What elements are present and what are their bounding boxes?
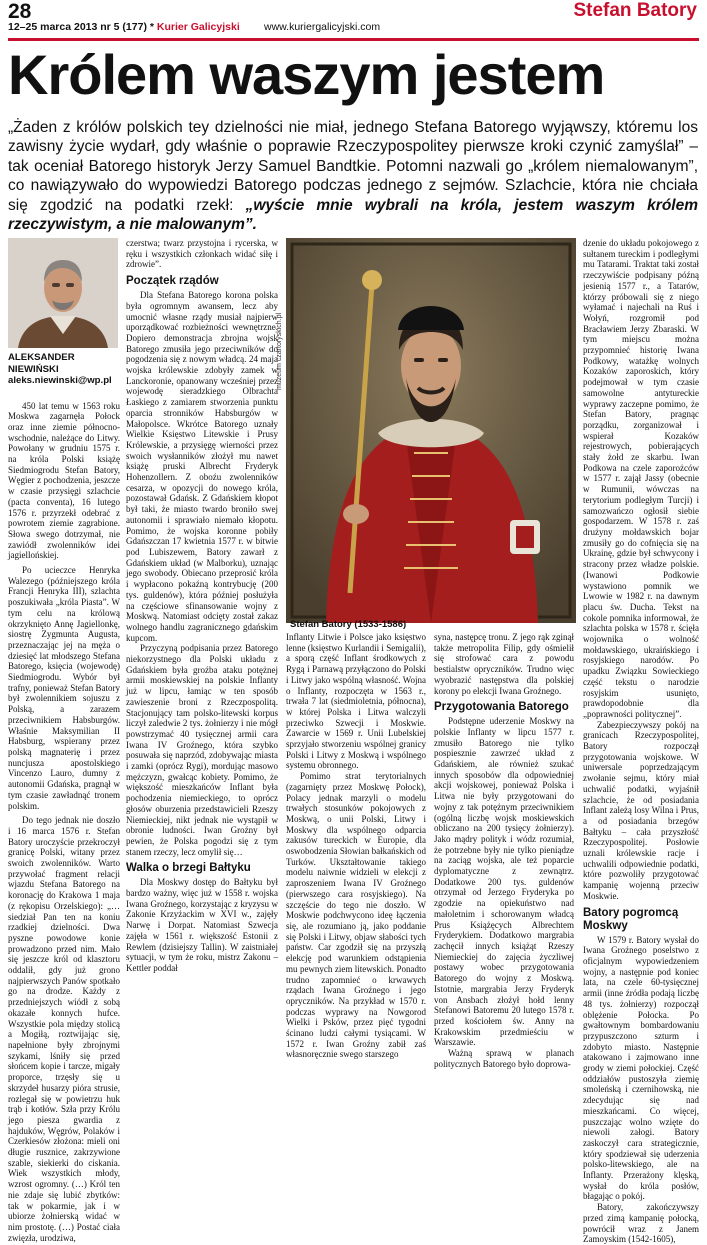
author-name: ALEKSANDER NIEWIŃSKI	[8, 352, 75, 375]
subheading-walka-o-brzegi-baltyku: Walka o brzegi Bałtyku	[126, 862, 251, 875]
paragraph: Batory, zakończywszy przed zimą kampanię połocką, powrócił wraz z Janem Zamoyskim (1542-1605),	[583, 1202, 699, 1245]
author-portrait-icon	[8, 238, 118, 348]
website-url: www.kuriergalicyjski.com	[264, 21, 381, 33]
king-portrait-icon	[286, 238, 576, 623]
lead-text: „Żaden z królów polskich tey dzielności nie miał, jednego Stefana Batorego wyjąwszy, któremu los zawisny życie wydarł, gdy właśnie o poprawie Rzeczypospolitey pierwsze kroki czynić zamyślał” – tak oceniał Batorego historyk Jerzy Samuel Bandtkie. Potomni nazwali go „królem niemalowanym”, co nawiązywało do wypowiedzi Batorego podczas jednego z sejmów. Szlachcie, która nie chciała się zgodzić na podatki rzekł:	[8, 119, 698, 214]
paragraph: czerstwa; twarz przystojna i rycerska, w ręku i wszystkich członkach widać siłę i zdrowie”.	[126, 238, 278, 270]
column-4	[434, 632, 574, 1102]
paragraph: Pomimo strat terytorialnych (zagarnięty przez Moskwę Połock), Polacy jednak marzyli o modelu trwałych stosunków pokojowych z Moskwą, o unii Polski, Litwy i Moskwy dla wspólnego odparcia zakusów tureckich w Europie, dla oswobodzenia Słowian bałkańskich od Turków. Ukształtowanie takiego modelu naiwnie widzieli w elekcji z zaproszeniem Iwana IV Groźnego (pierwszego cara rosyjskiego). Na szczęście do tego nie doszło. W Moskwie podchwycono ideę łączenia się, ale rozumiano ją, jako poddanie się Polski i Litwy, objaw słabości tych państw. Car zgodził się na przyszłą elekcję pod warunkiem odstąpienia mu pewnych ziem litewskich. Ponadto trudno zapomnieć o krwawych rządach Iwana Groźnego i jego opryczników. Na przykład w 1570 r. podczas wyprawy na Nowgorod Wielki i Psków, przez pięć tygodni ścinano ludzi całymi tysiącami. W 1572 r. Iwan Groźny zabił zaś własnoręcznie swego starszego	[286, 771, 426, 1060]
issue-date: 12–25 marca 2013 nr 5 (177) *	[8, 21, 157, 33]
paragraph: Przyczyną podpisania przez Batorego niekorzystnego dla Polski układu z Gdańskiem była groźba ataku potężnej armii moskiewskiej na polskie Inflanty już w lipcu, łamiąc w ten sposób zawieszenie broni z Rzeczpospolitą. Stacjonujący tam polsko-litewski korpus liczył zaledwie 2 tys. żołnierzy i nie mógł powstrzymać 40 tysięcznej armii cara Iwana IV Groźnego, która szybko posuwała się naprzód, zdobywając miasta i zamki (oprócz Rygi), mordując masowo mężczyzn, gwałcąc kobiety. Pomimo, że większość mieszkańców Inflant była pochodzenia niemieckiego, to oprócz głosów oburzenia przedstawicieli Rzeszy Niemieckiej, nikt jednak nie wystąpił w obronie ludności. Iwan Groźny był pewien, że Polska pogodzi się z tym stanem rzeczy, lecz omylił się…	[126, 643, 278, 857]
author-email[interactable]: aleks.niewinski@wp.pl	[8, 375, 112, 386]
paragraph: Podstępne uderzenie Moskwy na polskie Inflanty w lipcu 1577 r. zmusiło Batorego nie tylko pospiesznie zawrzeć układ z Gdańskiem, ale również szukać innych sposobów dla odpowiedniej akcji wojskowej, ponieważ Polska i Litwa nie były przygotowani do wojny z tak potężnym przeciwnikiem (ogólną liczbę wojsk moskiewskich obliczano na 200 tysięcy żołnierzy). Jako mądry polityk i wódz rozumiał, że potrzebne były nie tylko pieniądze na zaciąg wojska, ale też poparcie dyplomatyczne z zewnątrz. Dodatkowe 200 tys. guldenów otrzymał od Jerzego Fryderyka po zgodzie na opiekuństwo nad małoletnim i schorowanym władcą Prus Książęcych Albrechtem Fryderykiem. Dodatkowo margrabia zachęcił innych książąt Rzeszy Niemieckiej do zajęcia życzliwej postawy wobec przygotowania Batorego do wojny z Moskwą. Istotnie, margrabia Jerzy Fryderyk von Ansbach złożył hołd lenny Stefanowi Batoremu 20 lutego 1578 r. przed kościołem św. Anny na Krakowskim przedmieściu w Warszawie.	[434, 716, 574, 1048]
column-2	[126, 238, 278, 1102]
image-caption: Stefan Batory (1533-1586)	[290, 619, 407, 630]
paragraph: Dla Moskwy dostęp do Bałtyku był bardzo ważny, więc już w 1558 r. wojska Iwana Groźnego, korzystając z kryzysu w Zakonie Krzyżackim w XVI w., zajęły Narwę i Dorpat. Natomiast Szwecja zajęła w 1561 r. większość Estonii z Rewlem (dzisiejszy Tallin). W zaistniałej sytuacji, w tym że roku, mistrz Zakonu – Kettler poddał	[126, 877, 278, 973]
portrait-stefan-batory	[286, 238, 576, 623]
subheading-batory-pogromca-moskwy: Batory pogromcą Moskwy	[583, 906, 679, 932]
author-photo	[8, 238, 118, 348]
page-header	[8, 0, 699, 42]
column-3	[286, 632, 426, 1102]
header-rule	[8, 38, 699, 41]
paragraph: Po ucieczce Henryka Walezego (późniejszego króla Francji Henryka III), szlachta poszukiwała „króla Piasta”. W tym celu na królową okrzyknięto Annę Jagiellonkę, siostrę Zygmunta Augusta, przeznaczając jej na męża o dziesięć lat młodszego Stefana Batorego, księcia (wojewodę) Siedmiogrodu. Wybór był trafny, ponieważ Stefan Batory był zwolennikiem sojuszu z Polską, a zarazem przeciwnikiem Habsburgów. Właśnie Maksymilian II Habsburg, wspierany przez polską magnaterię i przez nuncjusza apostolskiego Vincenzo Lauro, dumny z autonomii Gdańska, pragnął w tym czasie zawładnąć tronem polskim.	[8, 565, 120, 811]
lead-quote: „wyście mnie wybrali na króla, jestem waszym królem rzeczywistym, a nie malowanym”.	[8, 196, 698, 234]
subheading-przygotowania-batorego: Przygotowania Batorego	[434, 701, 569, 714]
paragraph: dzenie do układu pokojowego z sułtanem tureckim i podległymi mu Tatarami. Traktat taki został rzeczywiście podpisany późną jesienią 1577 r., a Tatarów, którzy próbowali się z niego wyłamać i najechali na Ruś i Wołyń, rozgromił pod Bracławiem Jerzy Zbaraski. W tym miejscu można przypomnieć historię Iwana Podkowy, watażkę wolnych Kozaków zaporoskich, który podejmował w tym czasie samowolne antytureckie wyprawy zaczepne pomimo, że Stefan Batory, pragnąc porządku, zorganizował i wspierał Kozaków rejestrowych, pobierających stały żołd ze skarbu. Iwan Podkowa na czele zaporożców w 1577 r. zajął Jassy (obecnie w Rumunii, wówczas na terytorium podległym Turcji) i samozwańczo ogłosił siebie gospodarzem. W 1578 r. zaś drużyny mołdawskich bojar zmusiły go do cofnięcia się na Ukrainę, gdzie był schwycony i stracony przez władze polskie. (Iwanowi Podkowie wystawiono pomnik we Lwowie w 1982 r. na dawnym placu św. Ducha. Tekst na cokole pomnika informował, że szlachta polska w 1578 r. ścięła wojownika o wolność mołdawskiego, ukraińskiego i rosyjskiego narodów. Po upadku Związku Sowieckiego część tekstu o narodzie rosyjskim usunięto, prawdopodobnie dla „poprawności politycznej”.	[583, 238, 699, 719]
column-5	[583, 238, 699, 1245]
author-byline	[8, 352, 120, 387]
subheading-poczatek-rzadow: Początek rządów	[126, 275, 219, 288]
paragraph: syna, następcę tronu. Z jego rąk zginął także metropolita Filip, gdy ośmielił się strofować cara z powodu bestialstw opryczników. Trudno więc wyobrazić następstwa dla polskiej korony po elekcji Iwana Groźnego.	[434, 632, 574, 696]
paragraph: 450 lat temu w 1563 roku Moskwa zagarnęła Połock oraz inne ziemie północno-wschodnie, należące do Litwy. Powołany w grudniu 1575 r. na króla Polski książę Siedmiogrodu Stefan Batory, Węgier z pochodzenia, jeszcze w czasie przysięgi szlachcie (pacta conventa), 16 lutego 1576 r. przyrzekł odebrać z powrotem ziemie zagrabione. Słowa swego dotrzymał, nie zawiódł zwolenników idei jagiellońskiej.	[8, 400, 120, 561]
issue-info	[8, 21, 240, 33]
article-headline: Królem waszym jestem	[8, 43, 605, 106]
paragraph: Ważną sprawą w planach politycznych Batorego było doprowa-	[434, 1048, 574, 1069]
article-lead	[8, 118, 698, 234]
paragraph: Zabezpieczywszy pokój na granicach Rzeczypospolitej, Batory rozpoczął przygotowania wojskowe. W uniwersale poprzedzającym zwołanie sejmu, który miał uchwalić podatki, wyjaśnił szlachcie, że od posiadania Inflant zależą losy Wilna i Prus, a od posiadania brzegów Bałtyku – cała przyszłość Rzeczypospolitej. Posłowie uznali królewskie racje i uchwalili odpowiednie podatki, które pozwoliły przygotować kampanię wojenną przeciw Moskwie.	[583, 719, 699, 901]
paragraph: Inflanty Litwie i Polsce jako księstwo lenne (księstwo Kurlandii i Semigalii), a sporą część Inflant środkowych z Rygą i Parnawą przyłączono do Polski i Litwy jako wspólną własność. Wojna o Inflanty, rozpoczęta w 1563 r., trwała 7 lat (siedmioletnia, północna), w której Polska i Litwa walczyli przeciwko Szwecji i Moskwie. Zawarcie w 1569 r. Unii Lubelskiej sprzyjało stworzeniu wspólnej granicy Polski i Litwy z Moskwą i wspólnego systemu obronnego.	[286, 632, 426, 771]
paragraph: Do tego jednak nie doszło i 16 marca 1576 r. Stefan Batory uroczyście przekroczył granicę Polski, witany przez swoich zwolenników. Warto przywołać fragment relacji wjazdu Stefana Batorego na koronację do Krakowa 1 maja (z rękopisu Orzelskiego): „…siedział Pan ten na koniu rzadkiej dzielności. Dwa pyszne powodowe konie prowadzono przed nim. Mało się jeszcze król od klasztoru oddalił, gdy już grono najpierwszych Panów spotkało go na drodze. Każdy z przedniejszych wiódł z sobą okazałe konnych hufce. Wszystkie pola między stolicą a Mogiłą, roztwijając się, napełnione były zbrojnymi szykami, lśniły się przed słońcem kopie i tarcze, migały proporce, trzęsły się u skrzydeł husarzy pióra strusie, rozlegał się w powietrzu huk trąb i kotłów. Szła przy Królu jego piesza gwardia z hajduków, Węgrów, Polaków i Czerkiesów złożona: mieli oni długie rusznice, zakrzywione szable, siekierki do ciskania. Wiek wszystkich młody, wzrost ogromny. (…) Król ten nie zdaje się lubić zbytków: tak w pokarmie, jak i w ubiorze żołnierską widać w nim prostotę. (…) Postać ciała zwięzła, urodziwa,	[8, 815, 120, 1243]
paragraph: Dla Stefana Batorego korona polska była ogromnym awansem, lecz aby umocnić własne rządy musiał najpierw uporządkować rozbieżności wewnętrzne. Dopiero demonstracja zbrojna wojsk Batorego zmusiła jego przeciwników do pogodzenia się z nowym władcą. 24 maja wojska królewskie zdobyły zamek w Lanckoronie, opanowany wcześniej przez wojewodę sieradzkiego Olbrachta Łaskiego z zamiarem stworzenia punktu oparcia stronników Habsburgów w Małopolsce. Wkrótce Batorego uznały Wielkie Księstwo Litewskie i Prusy Królewskie, a przysięgę wierności przez swoich wysłanników złożył mu nawet książę pruski Albrecht Fryderyk Hohenzollern. Z oboźu zwolenników cesarza, w opozycji do nowego króla, pozostawał Gdańsk. Z Gdańskiem kłopot był taki, że miasto twardo broniło swej autonomii i sprawiało niemało kłopotu. Pomimo, że wojska koronne pobiły Gdańszczan 17 kwietnia 1577 r. w bitwie pod Lubiszewem, Batory zawarł z Gdańskiem układ (w Malborku), uznając jego swobody. Obiecano przeprosić króla i wypłacono pokaźną kontrybucję (200 tys. guldenów), która później posłużyła na częściowe sfinansowanie wojny z Moskwą. Natomiast odcięty został zakaz wolnego handlu zagranicznego gdańskim kupcom.	[126, 290, 278, 643]
column-1	[8, 238, 120, 1243]
paragraph: W 1579 r. Batory wysłał do Iwana Groźnego poselstwo z oficjalnym wypowiedzeniem wojny, a następnie pod koniec lata, na czele 60-tysięcznej armii (inne źródła podają liczbę 48 tys. żołnierzy) rozpoczął oblężenie Połocka. Po gwałtownym bombardowaniu przypuszczono szturm i zdobyto miasto. Następnie atakowano i zajmowano inne grody w ziemi połockiej. Część oddziałów pustoszyła ziemię smoleńską i czernihowską, nie zdecydując się nad mieszkańcami. Co więcej, puszczając wolno wzięte do niewoli załogi. Batory zaskoczył cara strategicznie, który spodziewał się uderzenia polsko-litewskiego, ale na Inflanty. Przerażony klęską, wysłał do króla posłów, błagając o pokój.	[583, 934, 699, 1202]
publication-name: Kurier Galicyjski	[156, 21, 240, 33]
image-credit: muzeum czartoryskich.pl	[276, 312, 283, 390]
page-number: 28	[8, 0, 32, 23]
section-title: Stefan Batory	[573, 0, 697, 21]
